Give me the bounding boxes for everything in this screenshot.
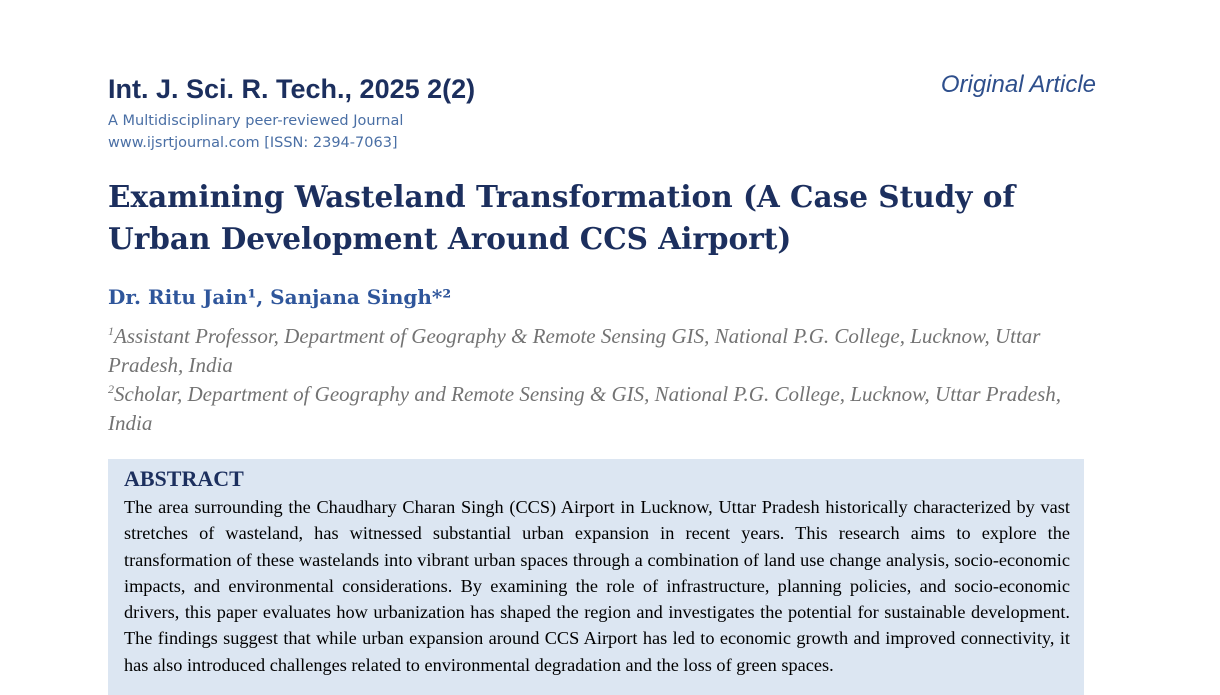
affiliation-marker: 2	[108, 382, 114, 396]
abstract-box	[108, 459, 1084, 695]
affiliation-marker: 1	[108, 324, 114, 338]
paper-title: Examining Wasteland Transformation (A Case Study of Urban Development Around CCS Airport)	[108, 179, 1016, 256]
journal-tagline: A Multidisciplinary peer-reviewed Journal	[108, 113, 404, 129]
author-list: Dr. Ritu Jain¹, Sanjana Singh*²	[108, 285, 452, 309]
affiliation-2	[108, 375, 1068, 438]
journal-website-issn: www.ijsrtjournal.com [ISSN: 2394-7063]	[108, 135, 398, 151]
abstract-heading: ABSTRACT	[124, 466, 244, 491]
affiliation-1	[108, 317, 1068, 380]
affiliation-text: Scholar, Department of Geography and Remote Sensing & GIS, National P.G. College, Lucknow, Uttar Pradesh, India	[108, 382, 1062, 435]
article-type-label: Original Article	[940, 71, 1096, 98]
abstract-text: The area surrounding the Chaudhary Charan Singh (CCS) Airport in Lucknow, Uttar Pradesh historically characterized by vast stretches of wasteland, has witnessed substantial urban expansion in recent years. This research aims to explore the transformation of these wastelands into vibrant urban spaces through a combination of land use change analysis, socio-economic impacts, and environmental considerations. By examining the role of infrastructure, planning policies, and socio-economic drivers, this paper evaluates how urbanization has shaped the region and investigates the potential for sustainable development. The findings suggest that while urban expansion around CCS Airport has led to economic growth and improved connectivity, it has also introduced challenges related to environmental degradation and the loss of green spaces.	[124, 497, 1070, 675]
journal-title: Int. J. Sci. R. Tech., 2025 2(2)	[108, 74, 476, 104]
affiliation-text: Assistant Professor, Department of Geography & Remote Sensing GIS, National P.G. College, Lucknow, Uttar Pradesh, India	[108, 324, 1041, 377]
